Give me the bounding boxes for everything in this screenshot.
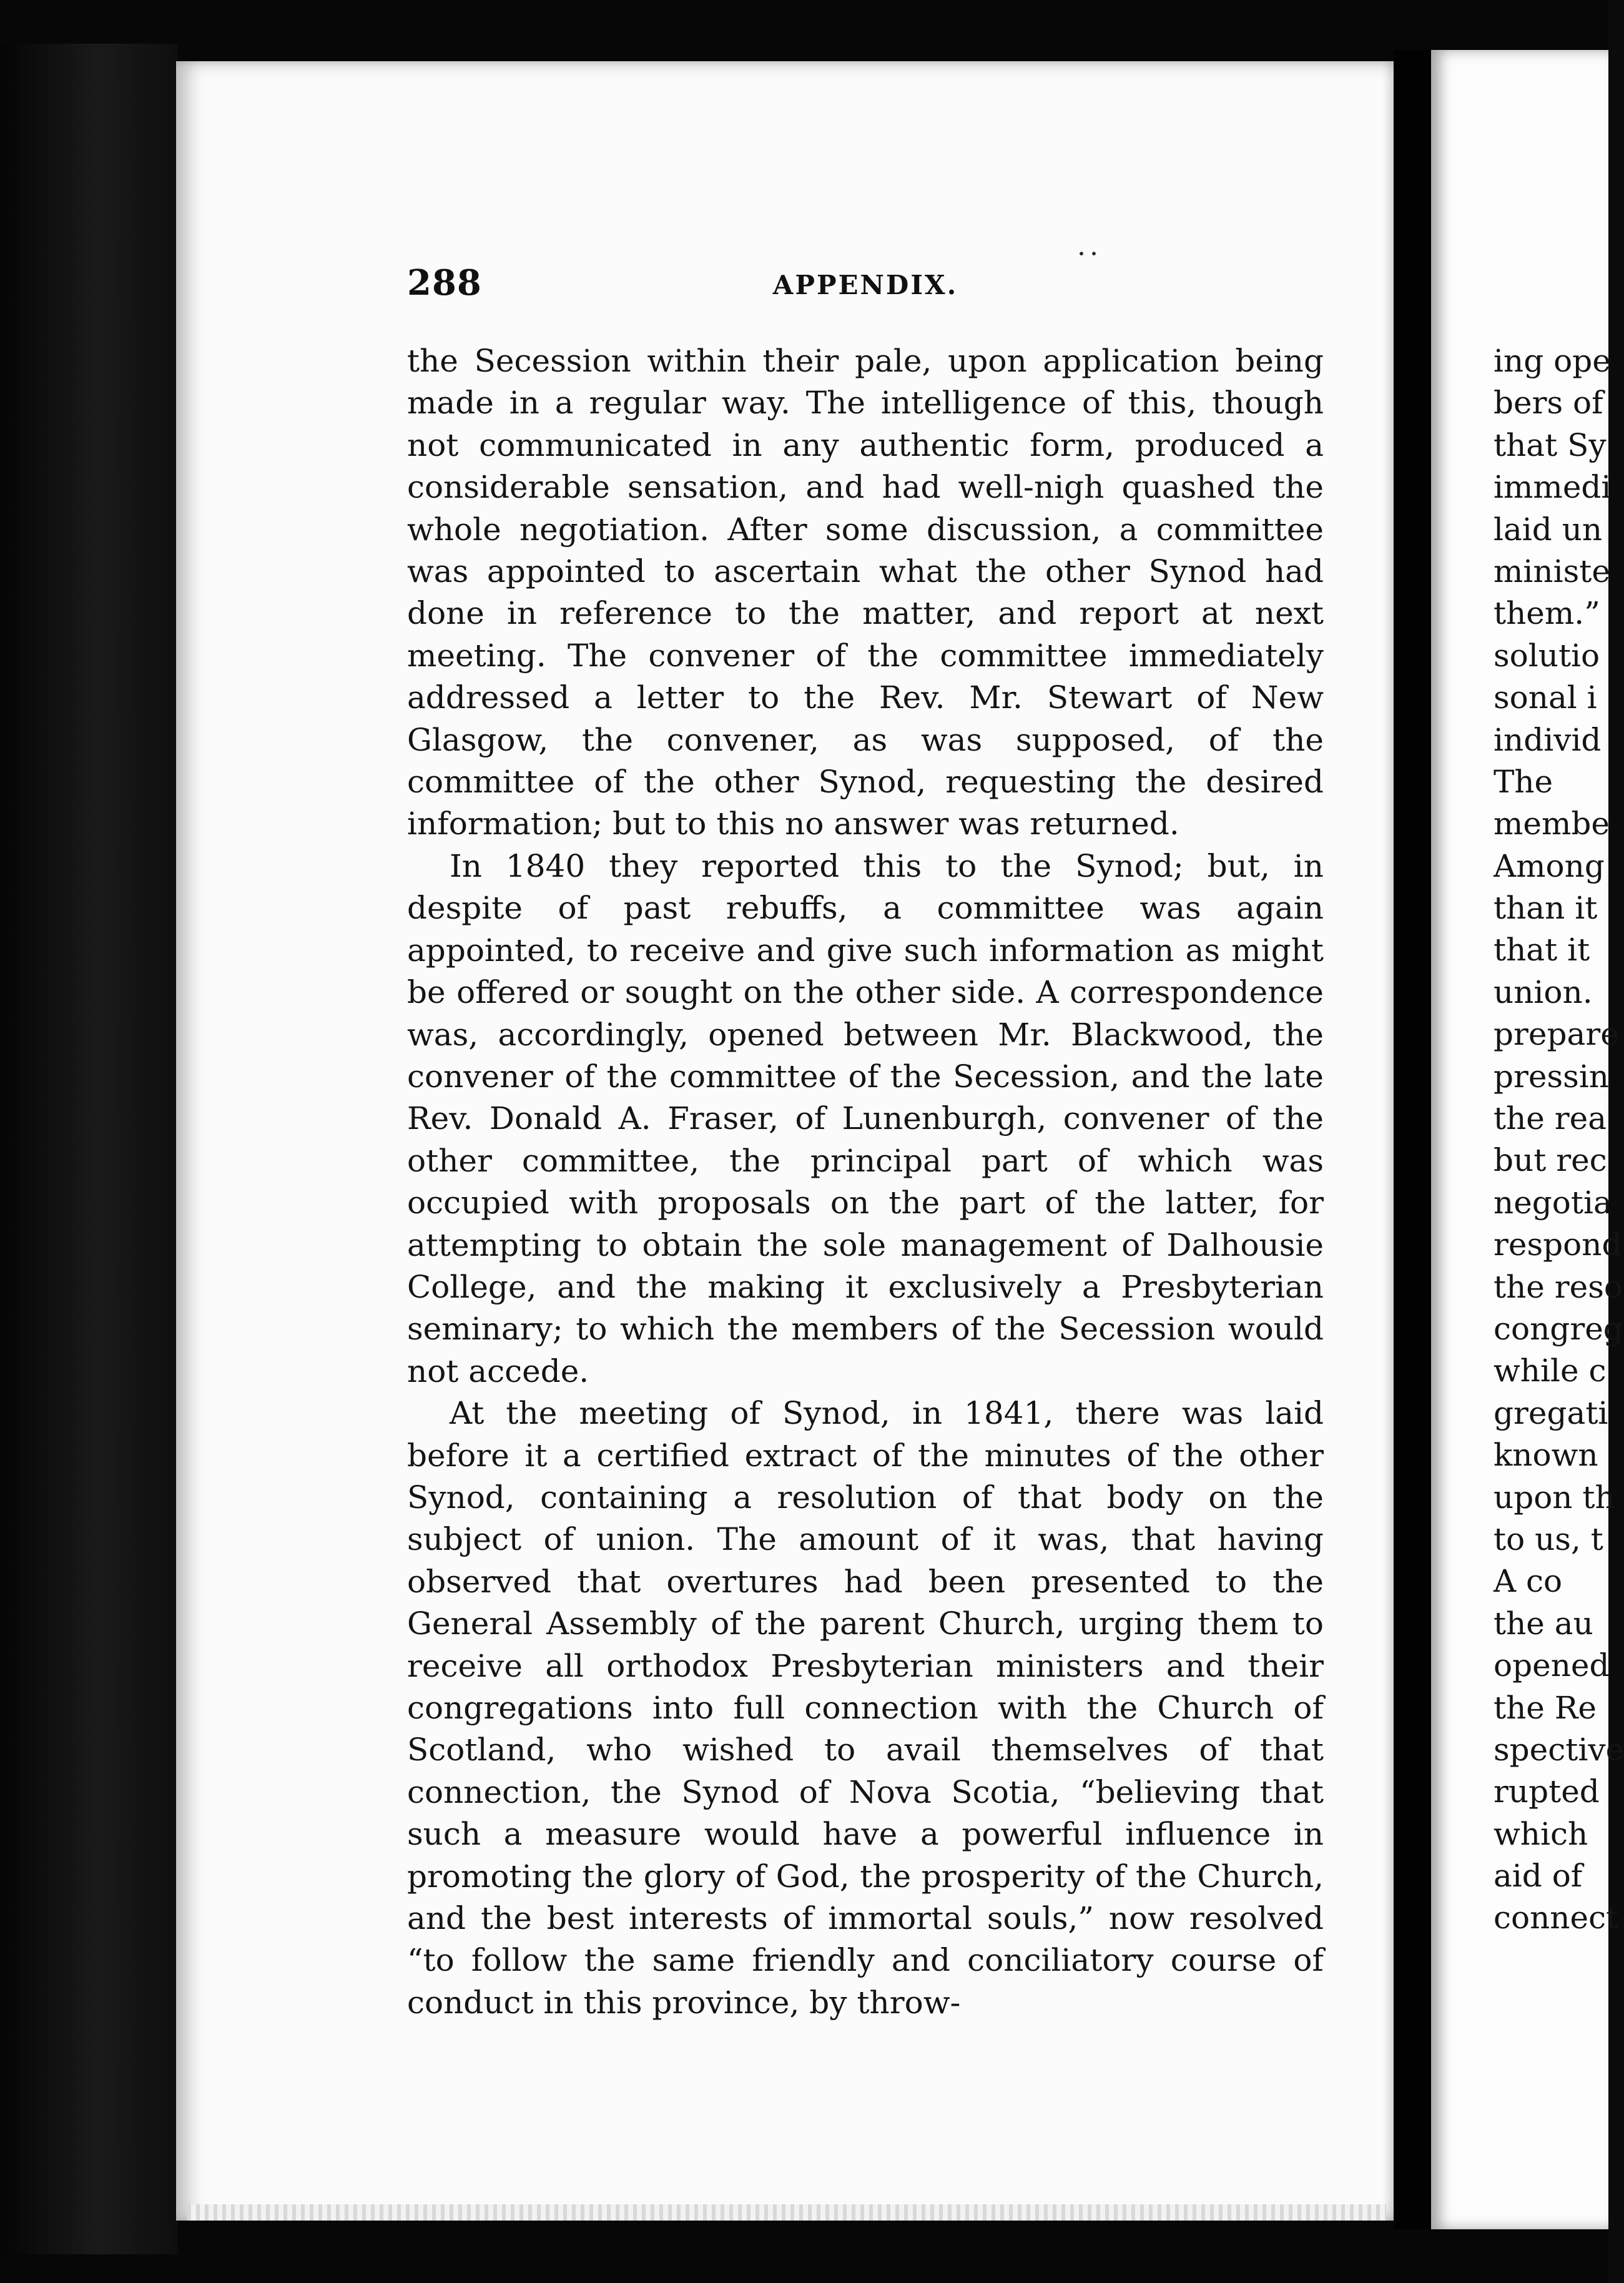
facing-page-line: bers of bbox=[1494, 385, 1603, 422]
facing-page-line: opened bbox=[1494, 1647, 1610, 1684]
facing-page-line: which bbox=[1494, 1815, 1588, 1852]
facing-page-line: to us, t bbox=[1494, 1521, 1603, 1557]
facing-page-line: A co bbox=[1494, 1563, 1563, 1600]
facing-page-line: respond bbox=[1494, 1226, 1622, 1263]
paragraph: At the meeting of Synod, in 1841, there was laid before it a certified extract of the minutes of the other Synod, containing a resolution of that body on the subject of union. The amount of it was, that having observed that overtures had been presented to the General Assembly of the parent Church, urging them to receive all orthodox Presbyterian ministers and their congregations into full connection with the Church of Scotland, who wished to avail themselves of that connection, the Synod of Nova Scotia, “believing that such a measure would have a powerful influence in promoting the glory of God, the prosperity of the Church, and the best interests of immortal souls,” now resolved “to follow the same friendly and conciliatory course of conduct in this province, by throw- bbox=[407, 1395, 1324, 2021]
facing-page-line: prepare bbox=[1494, 1016, 1619, 1053]
running-title: APPENDIX. bbox=[772, 270, 958, 300]
facing-page-line: ministe bbox=[1494, 553, 1610, 589]
facing-page-line: solutio bbox=[1494, 637, 1600, 674]
facing-page-line: than it bbox=[1494, 890, 1598, 927]
facing-page-line: the Re bbox=[1494, 1689, 1597, 1726]
facing-page-line: upon th bbox=[1494, 1479, 1615, 1516]
facing-page-line: ing ope bbox=[1494, 343, 1611, 379]
print-mark-icon: ˙˙ bbox=[1075, 249, 1100, 278]
facing-page-line: union. bbox=[1494, 974, 1593, 1010]
facing-page-line: that Sy bbox=[1494, 427, 1607, 463]
facing-page-line: gregati bbox=[1494, 1394, 1608, 1431]
facing-page-line: individ bbox=[1494, 721, 1602, 758]
body-text bbox=[407, 340, 1324, 2024]
paragraph: In 1840 they reported this to the Synod; but, in despite of past rebuffs, a committee was again appointed, to receive and give such information as might be offered or sought on the other side. A correspondence was, accordingly, opened between Mr. Blackwood, the convener of the committee of the Secession, and the late Rev. Donald A. Fraser, of Lunenburgh, convener of the other committee, the principal part of which was occupied with proposals on the part of the latter, for attempting to obtain the sole management of Dalhousie College, and the making it exclusively a Presbyterian seminary; to which the members of the Secession would not accede. bbox=[407, 847, 1324, 1389]
running-head bbox=[407, 249, 1324, 312]
facing-page-line: membe bbox=[1494, 806, 1610, 842]
facing-page-line: The bbox=[1494, 763, 1553, 800]
facing-page-line: but rec bbox=[1494, 1142, 1607, 1179]
facing-page-line: negotia bbox=[1494, 1184, 1612, 1221]
facing-page-line: sonal i bbox=[1494, 679, 1597, 716]
facing-page-line: the au bbox=[1494, 1605, 1593, 1642]
facing-page-line: spective bbox=[1494, 1731, 1624, 1768]
facing-page-text bbox=[1494, 340, 1624, 2014]
page-number: 288 bbox=[407, 262, 482, 303]
facing-page-line: immedi bbox=[1494, 469, 1612, 506]
facing-page-line: laid un bbox=[1494, 511, 1603, 548]
facing-page-line: that it bbox=[1494, 932, 1590, 969]
facing-page-line: rupted bbox=[1494, 1773, 1600, 1810]
facing-page-line: pressin bbox=[1494, 1058, 1610, 1095]
paragraph: the Secession within their pale, upon application being made in a regular way. The intelligence of this, though not communicated in any authentic form, produced a considerable sensation, and had well-nigh quashed the whole negotiation. After some discussion, a committee was appointed to ascertain what the other Synod had done in reference to the matter, and report at next meeting. The convener of the committee immediately addressed a letter to the Rev. Mr. Stewart of New Glasgow, the convener, as was supposed, of the committee of the other Synod, requesting the desired information; but to this no answer was returned. bbox=[407, 343, 1324, 842]
facing-page-line: known bbox=[1494, 1437, 1598, 1474]
facing-page-line: the reso bbox=[1494, 1268, 1623, 1305]
book-gutter bbox=[1394, 50, 1431, 2229]
facing-page-line: congreg bbox=[1494, 1310, 1623, 1347]
facing-page-line: the rea bbox=[1494, 1100, 1607, 1137]
facing-page-line: them.” bbox=[1494, 595, 1600, 632]
page-bottom-edge bbox=[187, 2204, 1386, 2221]
facing-page-line: Among bbox=[1494, 847, 1605, 884]
facing-page-line: connect bbox=[1494, 1900, 1619, 1936]
book-binding bbox=[0, 44, 178, 2254]
facing-page-line: while c bbox=[1494, 1353, 1607, 1389]
facing-page-line: aid of bbox=[1494, 1858, 1583, 1895]
